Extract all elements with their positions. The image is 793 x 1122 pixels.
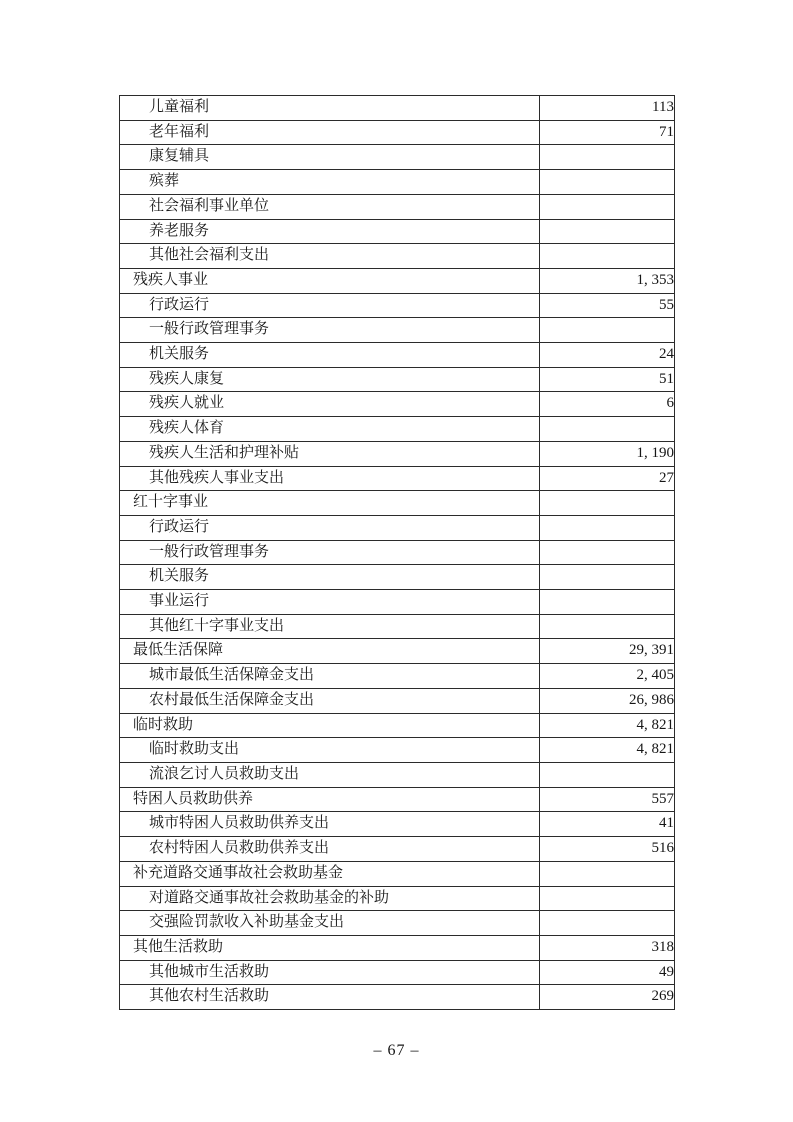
budget-item-label: 行政运行 <box>120 293 540 318</box>
budget-item-label: 对道路交通事故社会救助基金的补助 <box>120 886 540 911</box>
budget-item-label: 补充道路交通事故社会救助基金 <box>120 861 540 886</box>
budget-item-label: 残疾人生活和护理补贴 <box>120 441 540 466</box>
budget-item-value <box>540 515 675 540</box>
table-row <box>120 590 675 615</box>
budget-item-value: 27 <box>540 466 675 491</box>
budget-item-label: 殡葬 <box>120 170 540 195</box>
budget-item-label: 交强险罚款收入补助基金支出 <box>120 911 540 936</box>
table-row <box>120 392 675 417</box>
budget-item-label: 其他生活救助 <box>120 935 540 960</box>
budget-item-label: 养老服务 <box>120 219 540 244</box>
table-row <box>120 491 675 516</box>
budget-item-value: 4, 821 <box>540 738 675 763</box>
table-row <box>120 639 675 664</box>
table-row <box>120 713 675 738</box>
table-row <box>120 960 675 985</box>
budget-item-label: 临时救助 <box>120 713 540 738</box>
budget-item-value: 55 <box>540 293 675 318</box>
budget-item-label: 其他农村生活救助 <box>120 985 540 1010</box>
budget-item-value: 71 <box>540 120 675 145</box>
budget-item-value: 1, 190 <box>540 441 675 466</box>
table-row <box>120 515 675 540</box>
budget-item-value: 516 <box>540 837 675 862</box>
budget-item-value <box>540 886 675 911</box>
table-row <box>120 367 675 392</box>
budget-item-label: 其他城市生活救助 <box>120 960 540 985</box>
table-row <box>120 812 675 837</box>
budget-item-label: 老年福利 <box>120 120 540 145</box>
table-row <box>120 886 675 911</box>
budget-item-value <box>540 318 675 343</box>
budget-item-value: 2, 405 <box>540 664 675 689</box>
table-row <box>120 935 675 960</box>
table-row <box>120 540 675 565</box>
budget-item-value <box>540 762 675 787</box>
budget-item-value: 29, 391 <box>540 639 675 664</box>
table-row <box>120 244 675 269</box>
table-row <box>120 170 675 195</box>
budget-item-label: 特困人员救助供养 <box>120 787 540 812</box>
budget-item-label: 康复辅具 <box>120 145 540 170</box>
table-row <box>120 664 675 689</box>
table-row <box>120 762 675 787</box>
table-row <box>120 688 675 713</box>
budget-item-label: 事业运行 <box>120 590 540 615</box>
table-row <box>120 120 675 145</box>
budget-table-body <box>120 96 675 1010</box>
budget-item-value <box>540 540 675 565</box>
table-row <box>120 441 675 466</box>
table-row <box>120 417 675 442</box>
table-row <box>120 293 675 318</box>
page-number: – 67 – <box>373 1042 420 1059</box>
budget-item-label: 其他社会福利支出 <box>120 244 540 269</box>
budget-item-value: 557 <box>540 787 675 812</box>
budget-item-label: 最低生活保障 <box>120 639 540 664</box>
budget-item-value <box>540 590 675 615</box>
table-row <box>120 343 675 368</box>
budget-item-value: 26, 986 <box>540 688 675 713</box>
table-row <box>120 219 675 244</box>
budget-item-value: 6 <box>540 392 675 417</box>
budget-item-label: 红十字事业 <box>120 491 540 516</box>
table-row <box>120 565 675 590</box>
budget-item-label: 机关服务 <box>120 565 540 590</box>
budget-item-label: 社会福利事业单位 <box>120 194 540 219</box>
table-row <box>120 96 675 121</box>
table-row <box>120 194 675 219</box>
budget-item-label: 行政运行 <box>120 515 540 540</box>
budget-item-label: 城市最低生活保障金支出 <box>120 664 540 689</box>
budget-item-value: 4, 821 <box>540 713 675 738</box>
table-row <box>120 738 675 763</box>
budget-item-label: 机关服务 <box>120 343 540 368</box>
table-row <box>120 614 675 639</box>
budget-item-label: 儿童福利 <box>120 96 540 121</box>
budget-item-value: 24 <box>540 343 675 368</box>
budget-item-value: 41 <box>540 812 675 837</box>
budget-item-value <box>540 614 675 639</box>
budget-item-value: 269 <box>540 985 675 1010</box>
table-row <box>120 911 675 936</box>
table-row <box>120 787 675 812</box>
table-row <box>120 985 675 1010</box>
table-row <box>120 318 675 343</box>
budget-item-label: 流浪乞讨人员救助支出 <box>120 762 540 787</box>
budget-item-value <box>540 170 675 195</box>
budget-item-value <box>540 861 675 886</box>
budget-item-value: 1, 353 <box>540 268 675 293</box>
budget-item-value: 49 <box>540 960 675 985</box>
budget-table <box>119 95 675 1010</box>
table-row <box>120 466 675 491</box>
budget-item-label: 残疾人就业 <box>120 392 540 417</box>
table-row <box>120 145 675 170</box>
budget-item-label: 一般行政管理事务 <box>120 318 540 343</box>
budget-item-value: 318 <box>540 935 675 960</box>
table-row <box>120 861 675 886</box>
budget-item-label: 农村最低生活保障金支出 <box>120 688 540 713</box>
budget-item-label: 残疾人康复 <box>120 367 540 392</box>
budget-item-value <box>540 145 675 170</box>
budget-item-value <box>540 244 675 269</box>
budget-item-value <box>540 194 675 219</box>
budget-item-label: 城市特困人员救助供养支出 <box>120 812 540 837</box>
budget-item-value <box>540 417 675 442</box>
budget-item-value: 51 <box>540 367 675 392</box>
budget-item-label: 农村特困人员救助供养支出 <box>120 837 540 862</box>
budget-item-label: 残疾人事业 <box>120 268 540 293</box>
budget-item-value <box>540 219 675 244</box>
budget-item-value <box>540 491 675 516</box>
budget-item-value <box>540 911 675 936</box>
budget-item-label: 残疾人体育 <box>120 417 540 442</box>
budget-item-label: 其他残疾人事业支出 <box>120 466 540 491</box>
budget-item-label: 其他红十字事业支出 <box>120 614 540 639</box>
budget-item-label: 临时救助支出 <box>120 738 540 763</box>
budget-item-value: 113 <box>540 96 675 121</box>
budget-item-label: 一般行政管理事务 <box>120 540 540 565</box>
table-row <box>120 268 675 293</box>
table-row <box>120 837 675 862</box>
budget-item-value <box>540 565 675 590</box>
